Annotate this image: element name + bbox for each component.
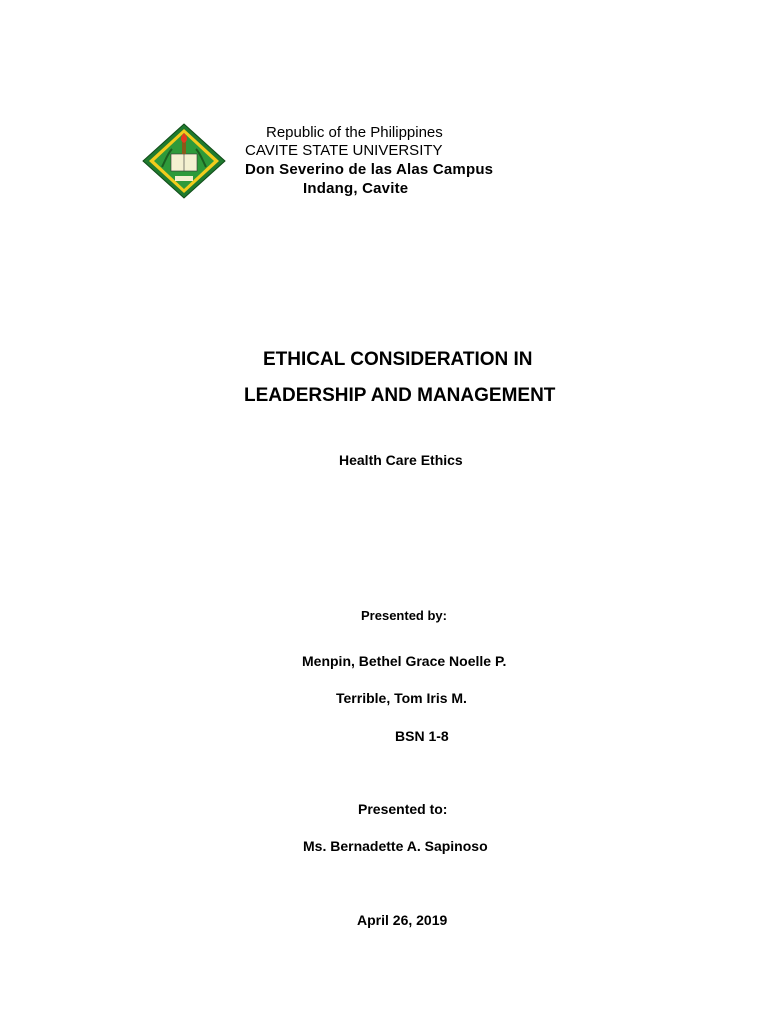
header-location: Indang, Cavite [303,180,409,197]
subject-name: Health Care Ethics [339,452,463,468]
instructor-name: Ms. Bernadette A. Sapinoso [303,838,488,854]
presented-to-label: Presented to: [358,801,448,817]
header-campus: Don Severino de las Alas Campus [245,161,494,178]
header-country: Republic of the Philippines [266,124,443,141]
submission-date: April 26, 2019 [357,912,448,928]
presented-by-label: Presented by: [361,608,447,623]
presenter-name: Terrible, Tom Iris M. [336,690,467,706]
document-title-line-1: ETHICAL CONSIDERATION IN [263,349,533,370]
header-university: CAVITE STATE UNIVERSITY [245,142,443,159]
university-seal-icon [142,123,226,199]
course-section: BSN 1-8 [395,728,449,744]
document-title-line-2: LEADERSHIP AND MANAGEMENT [244,385,556,406]
presenter-name: Menpin, Bethel Grace Noelle P. [302,653,507,669]
